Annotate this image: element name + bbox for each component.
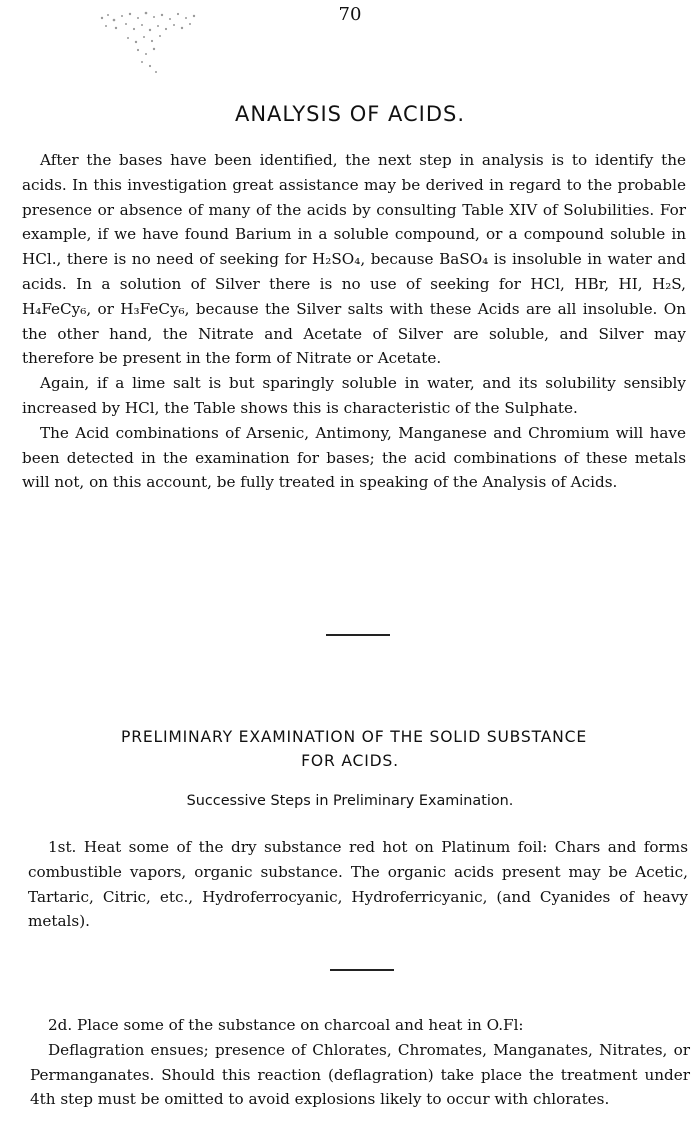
step-2-heading: 2d. Place some of the substance on charcoal and heat in O.Fl: <box>48 1016 524 1034</box>
page-title: ANALYSIS OF ACIDS. <box>234 102 466 126</box>
step-1-text <box>28 835 688 934</box>
step-2-text <box>30 1013 690 1112</box>
page-number: 70 <box>338 4 362 25</box>
step-divider <box>330 969 394 971</box>
section-divider <box>326 634 390 636</box>
step-2-paragraph: Deflagration ensues; presence of Chlorates, Chromates, Manganates, Nitrates, or Permanganates. Should this reaction (deflagration) take place the treatment under 4th step must be omitted to avoid explosions likely to occur with chlorates. <box>30 1040 690 1109</box>
analysis-paragraph-1: After the bases have been identified, the next step in analysis is to identify the acids. In this investigation great assistance may be derived in regard to the probable presence or absence of many of the acids by consulting Table XIV of Solubilities. For example, if we have found Barium in a soluble compound, or a compound soluble in HCl., there is no need of seeking for H₂SO₄, because BaSO₄ is insoluble in water and acids. In a solution of Silver there is no use of seeking for HCl, HBr, HI, H₂S, H₄FeCy₆, or H₃FeCy₆, because the Silver salts with these Acids are all insoluble. On the other hand, the Nitrate and Acetate of Silver are soluble, and Silver may therefore be present in the form of Nitrate or Acetate. <box>22 151 686 368</box>
step-1-paragraph: 1st. Heat some of the dry substance red hot on Platinum foil: Chars and forms combustible vapors, organic substance. The organic acids present may be Acetic, Tartaric, Citric, etc., Hydroferrocyanic, Hydroferricyanic, (and Cyanides of heavy metals). <box>28 838 688 931</box>
section-subheading: Successive Steps in Preliminary Examination. <box>186 793 514 809</box>
analysis-paragraph-3: The Acid combinations of Arsenic, Antimony, Manganese and Chromium will have been detected in the examination for bases; the acid combinations of these metals will not, on this account, be fully treated in speaking of the Analysis of Acids. <box>22 423 686 492</box>
section-heading-line-2: FOR ACIDS. <box>301 752 399 770</box>
analysis-paragraph-2: Again, if a lime salt is but sparingly soluble in water, and its solubility sensibly increased by HCl, the Table shows this is characteristic of the Sulphate. <box>22 374 686 417</box>
section-heading-line-1: PRELIMINARY EXAMINATION OF THE SOLID SUBSTANCE <box>121 728 587 746</box>
analysis-text <box>22 148 686 495</box>
